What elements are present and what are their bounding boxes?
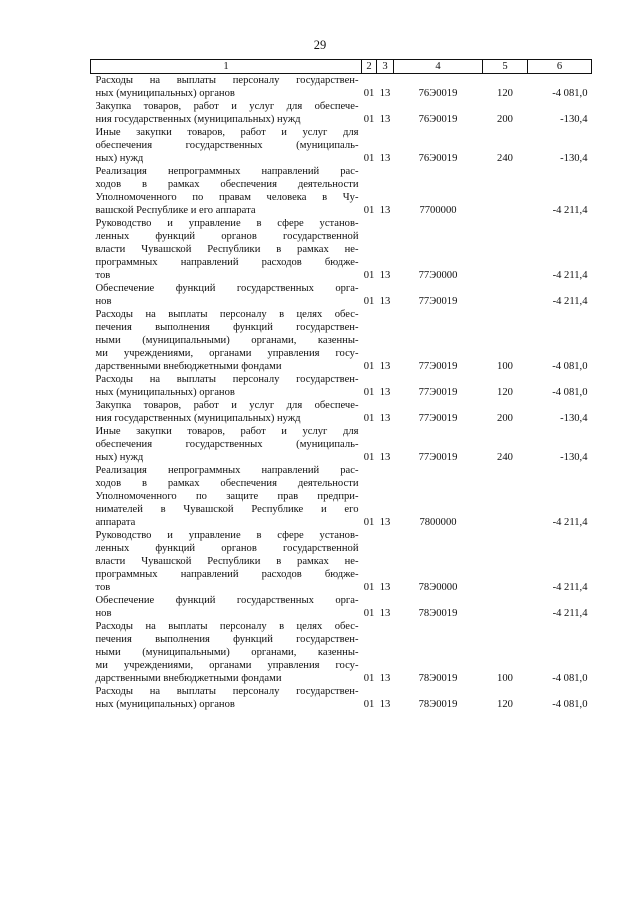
subsection-code: 13: [379, 699, 391, 710]
description-line: дарственными внебюджетными фондами: [95, 673, 282, 684]
table-row: [91, 282, 592, 308]
row-description: [91, 425, 362, 464]
description-line: ми учреждениями, органами управления госу-: [95, 348, 359, 359]
description-line: ными (муниципальными) органами, казенны-: [95, 647, 359, 658]
expense-type-code: [483, 464, 528, 529]
description-line: печения выполнения функций государствен-: [95, 322, 359, 333]
section-code: 01: [363, 88, 375, 99]
amount: -4 211,4: [552, 582, 588, 593]
amount: -130,4: [560, 452, 588, 463]
subsection-code: 13: [379, 114, 391, 125]
header-col-2: 2: [362, 60, 377, 74]
amount: -4 211,4: [552, 517, 588, 528]
header-col-1: 1: [91, 60, 362, 74]
table-row: [91, 620, 592, 685]
amount: -4 081,0: [552, 387, 588, 398]
amount: -130,4: [560, 413, 588, 424]
target-article-code: 78Э0019: [418, 699, 458, 710]
section-code: 01: [363, 270, 375, 281]
expense-type-code: [483, 282, 528, 308]
row-description: [91, 620, 362, 685]
target-article-code: 77Э0019: [418, 296, 458, 307]
section-code: 01: [363, 153, 375, 164]
target-article-code: 77Э0000: [418, 270, 458, 281]
description-line: нимателей в Чувашской Республике и его: [95, 504, 359, 515]
section-code: 01: [363, 205, 375, 216]
description-line: Реализация непрограммных направлений рас-: [95, 166, 359, 177]
description-line: нов: [95, 296, 112, 307]
row-description: [91, 594, 362, 620]
description-line: Расходы на выплаты персоналу в целях обес-: [95, 309, 359, 320]
row-description: [91, 373, 362, 399]
description-line: Руководство и управление в сфере установ-: [95, 530, 359, 541]
subsection-code: 13: [379, 296, 391, 307]
description-line: дарственными внебюджетными фондами: [95, 361, 282, 372]
header-row: [91, 60, 592, 74]
subsection-code: 13: [379, 387, 391, 398]
table-row: [91, 373, 592, 399]
subsection-code: 13: [379, 452, 391, 463]
description-line: Руководство и управление в сфере установ-: [95, 218, 359, 229]
row-description: [91, 529, 362, 594]
section-code: 01: [363, 413, 375, 424]
row-description: [91, 126, 362, 165]
description-line: Иные закупки товаров, работ и услуг для: [95, 127, 359, 138]
amount: -4 211,4: [552, 270, 588, 281]
row-description: [91, 464, 362, 529]
expense-type-code: 120: [497, 387, 513, 398]
row-description: [91, 74, 362, 101]
section-code: 01: [363, 673, 375, 684]
section-code: 01: [363, 452, 375, 463]
target-article-code: 77Э0019: [418, 452, 458, 463]
target-article-code: 77Э0019: [418, 361, 458, 372]
subsection-code: 13: [379, 153, 391, 164]
row-description: [91, 308, 362, 373]
amount: -4 211,4: [552, 205, 588, 216]
description-line: Расходы на выплаты персоналу государствен-: [95, 75, 359, 86]
description-line: Уполномоченного по правам человека в Чу-: [95, 192, 359, 203]
subsection-code: 13: [379, 582, 391, 593]
expense-type-code: [483, 529, 528, 594]
description-line: ных) нужд: [95, 452, 144, 463]
amount: -4 081,0: [552, 361, 588, 372]
description-line: печения выполнения функций государствен-: [95, 634, 359, 645]
subsection-code: 13: [379, 88, 391, 99]
description-line: ходов в рамках обеспечения деятельности: [95, 478, 359, 489]
page-number: 29: [313, 38, 327, 52]
target-article-code: 76Э0019: [418, 114, 458, 125]
header-col-4: 4: [394, 60, 483, 74]
target-article-code: 78Э0019: [418, 608, 458, 619]
amount: -130,4: [560, 114, 588, 125]
description-line: ных) нужд: [95, 153, 144, 164]
amount: -130,4: [560, 153, 588, 164]
row-description: [91, 217, 362, 282]
target-article-code: 77Э0019: [418, 387, 458, 398]
target-article-code: 78Э0019: [418, 673, 458, 684]
target-article-code: 76Э0019: [418, 88, 458, 99]
expense-type-code: 120: [497, 699, 513, 710]
expense-type-code: [483, 165, 528, 217]
expense-type-code: 100: [497, 361, 513, 372]
description-line: власти Чувашской Республики в рамках не-: [95, 556, 359, 567]
subsection-code: 13: [379, 413, 391, 424]
description-line: тов: [95, 270, 111, 281]
subsection-code: 13: [379, 673, 391, 684]
table-row: [91, 685, 592, 711]
table-row: [91, 399, 592, 425]
expense-type-code: 100: [497, 673, 513, 684]
expense-type-code: 240: [497, 153, 513, 164]
expense-type-code: 240: [497, 452, 513, 463]
description-line: власти Чувашской Республики в рамках не-: [95, 244, 359, 255]
description-line: ных (муниципальных) органов: [95, 387, 235, 398]
description-line: обеспечения государственных (муниципаль-: [95, 140, 359, 151]
description-line: ния государственных (муниципальных) нужд: [95, 114, 301, 125]
description-line: Обеспечение функций государственных орга-: [95, 595, 359, 606]
expense-type-code: [483, 217, 528, 282]
description-line: аппарата: [95, 517, 136, 528]
description-line: Реализация непрограммных направлений рас-: [95, 465, 359, 476]
amount: -4 081,0: [552, 673, 588, 684]
table-row: [91, 529, 592, 594]
description-line: программных направлений расходов бюдже-: [95, 257, 359, 268]
table-row: [91, 74, 592, 101]
amount: -4 211,4: [552, 608, 588, 619]
description-line: ленных функций органов государственной: [95, 543, 359, 554]
row-description: [91, 100, 362, 126]
description-line: ных (муниципальных) органов: [95, 699, 235, 710]
table-row: [91, 126, 592, 165]
description-line: программных направлений расходов бюдже-: [95, 569, 359, 580]
description-line: ных (муниципальных) органов: [95, 88, 235, 99]
description-line: Закупка товаров, работ и услуг для обеспече-: [95, 101, 359, 112]
description-line: Закупка товаров, работ и услуг для обеспече-: [95, 400, 359, 411]
target-article-code: 78Э0000: [418, 582, 458, 593]
table-row: [91, 308, 592, 373]
table-header: [91, 60, 592, 74]
budget-table: [90, 59, 592, 711]
target-article-code: 7800000: [419, 517, 457, 528]
section-code: 01: [363, 361, 375, 372]
header-col-5: 5: [483, 60, 528, 74]
description-line: ными (муниципальными) органами, казенны-: [95, 335, 359, 346]
subsection-code: 13: [379, 270, 391, 281]
description-line: тов: [95, 582, 111, 593]
section-code: 01: [363, 517, 375, 528]
target-article-code: 76Э0019: [418, 153, 458, 164]
table-body: [91, 74, 592, 712]
table-row: [91, 100, 592, 126]
description-line: Расходы на выплаты персоналу государствен-: [95, 374, 359, 385]
section-code: 01: [363, 114, 375, 125]
header-col-3: 3: [377, 60, 394, 74]
header-col-6: 6: [528, 60, 592, 74]
table-row: [91, 425, 592, 464]
row-description: [91, 165, 362, 217]
amount: -4 081,0: [552, 699, 588, 710]
description-line: Уполномоченного по защите прав предпри-: [95, 491, 359, 502]
description-line: ленных функций органов государственной: [95, 231, 359, 242]
description-line: обеспечения государственных (муниципаль-: [95, 439, 359, 450]
subsection-code: 13: [379, 205, 391, 216]
section-code: 01: [363, 387, 375, 398]
description-line: ходов в рамках обеспечения деятельности: [95, 179, 359, 190]
expense-type-code: 200: [497, 413, 513, 424]
expense-type-code: [483, 594, 528, 620]
target-article-code: 77Э0019: [418, 413, 458, 424]
amount: -4 211,4: [552, 296, 588, 307]
description-line: Расходы на выплаты персоналу в целях обес-: [95, 621, 359, 632]
target-article-code: 7700000: [419, 205, 457, 216]
description-line: Иные закупки товаров, работ и услуг для: [95, 426, 359, 437]
expense-type-code: 200: [497, 114, 513, 125]
table-row: [91, 165, 592, 217]
table-row: [91, 594, 592, 620]
description-line: ния государственных (муниципальных) нужд: [95, 413, 301, 424]
table-row: [91, 464, 592, 529]
subsection-code: 13: [379, 517, 391, 528]
description-line: Обеспечение функций государственных орга-: [95, 283, 359, 294]
description-line: вашской Республике и его аппарата: [95, 205, 256, 216]
section-code: 01: [363, 296, 375, 307]
description-line: нов: [95, 608, 112, 619]
section-code: 01: [363, 582, 375, 593]
description-line: ми учреждениями, органами управления госу-: [95, 660, 359, 671]
subsection-code: 13: [379, 608, 391, 619]
row-description: [91, 399, 362, 425]
row-description: [91, 282, 362, 308]
row-description: [91, 685, 362, 711]
subsection-code: 13: [379, 361, 391, 372]
amount: -4 081,0: [552, 88, 588, 99]
table-row: [91, 217, 592, 282]
description-line: Расходы на выплаты персоналу государствен-: [95, 686, 359, 697]
section-code: 01: [363, 608, 375, 619]
expense-type-code: 120: [497, 88, 513, 99]
section-code: 01: [363, 699, 375, 710]
